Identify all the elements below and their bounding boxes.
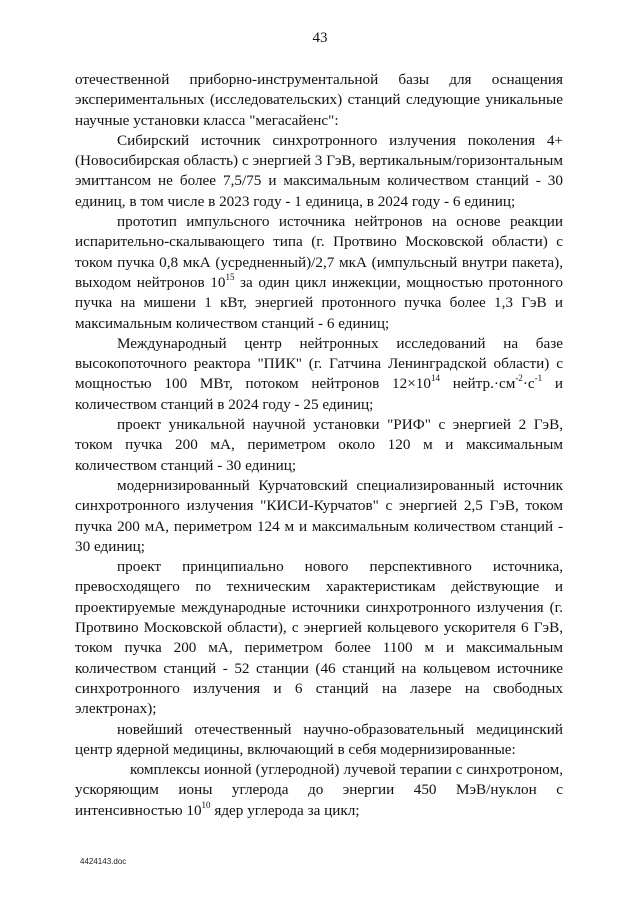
paragraph-text: ·с [522,375,535,393]
paragraph: новейший отечественный научно-образовательный медицинский центр ядерной медицины, включающий в себя модернизированные: [75,720,563,758]
superscript-exponent: -2 [515,373,523,384]
paragraph-text: комплексы ионной (углеродной) лучевой терапии с синхротроном, ускоряющим ионы углерода до энергии 450 МэВ/нуклон с интенсивностью 10 [75,761,563,819]
paragraph-text: нейтр.·см [439,375,516,393]
paragraph [75,760,563,821]
paragraph-text: и количеством станций в 2024 году - 25 единиц; [75,375,563,413]
paragraph: Сибирский источник синхротронного излучения поколения 4+ (Новосибирская область) с энергией 3 ГэВ, вертикальным/горизонтальным эмиттансом не более 7,5/75 и максимальным количеством станций - 30 единиц, в том числе в 2023 году - 1 единица, в 2024 году - 6 единиц; [75,131,563,210]
paragraph-text: прототип импульсного источника нейтронов на основе реакции испарительно-скалывающего типа (г. Протвино Московской области) с током пучка 0,8 мкА (усредненный)/2,7 мкА (импульсный внутри пакета), выходом нейтронов 10 [75,213,563,291]
paragraph: модернизированный Курчатовский специализированный источник синхротронного излучения "КИСИ-Курчатов" с энергией 2,5 ГэВ, током пучка 200 мА, периметром 124 м и максимальным количеством станций - 30 единиц; [75,476,563,555]
superscript-exponent: 10 [201,799,211,810]
paragraph-text: за один цикл инжекции, мощностью протонного пучка на мишени 1 кВт, энергией протонного пучка более 1,3 ГэВ и максимальным количеством станций - 6 единиц; [75,273,563,332]
superscript-exponent: 14 [430,373,440,384]
superscript-exponent: -1 [534,373,543,384]
document-file-code: 4424143.doc [80,857,127,866]
superscript-exponent: 15 [225,271,235,282]
paragraph: проект принципиально нового перспективного источника, превосходящего по техническим характеристикам действующие и проектируемые международные источники синхротронного излучения (г. Протвино Московской области), с энергией кольцевого ускорителя 6 ГэВ, током пучка 200 мА, периметром более 1100 м и максимальным количеством станций - 52 станции (46 станций на кольцевом источнике синхротронного излучения и 6 станций на лазере на свободных электронах); [75,558,563,718]
paragraph [75,334,563,415]
paragraph: проект уникальной научной установки "РИФ" с энергией 2 ГэВ, током пучка 200 мА, периметром около 120 м и максимальным количеством станций - 30 единиц; [75,416,563,474]
paragraph [75,212,563,334]
page-number: 43 [312,30,328,46]
paragraph: отечественной приборно-инструментальной базы для оснащения экспериментальных (исследовательских) станций следующие уникальные научные установки класса "мегасайенс": [75,71,563,129]
paragraph-text: Международный центр нейтронных исследований на базе высокопоточного реактора "ПИК" (г. Гатчина Ленинградской области) с мощностью 100 МВт, потоком нейтронов 12×10 [75,334,563,393]
document-body [75,70,563,821]
paragraph-text: ядер углерода за цикл; [210,801,360,819]
